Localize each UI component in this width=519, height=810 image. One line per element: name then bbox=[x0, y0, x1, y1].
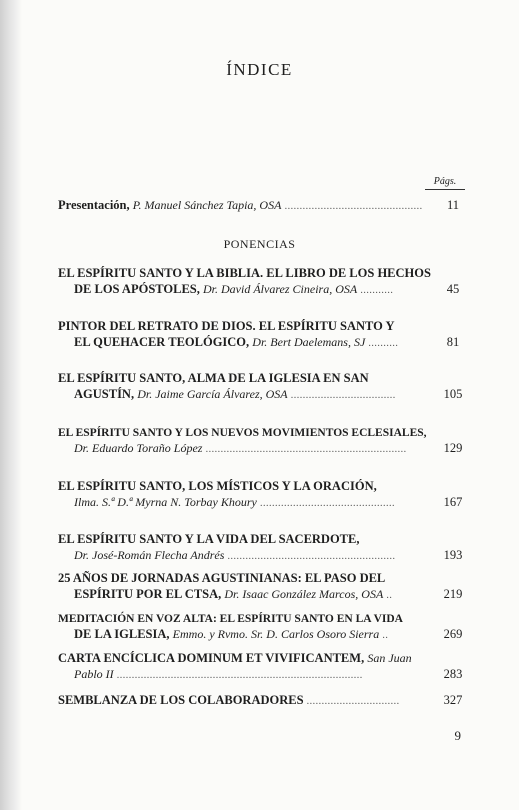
toc-entry[interactable] bbox=[58, 650, 468, 682]
page-gutter-shadow bbox=[0, 0, 22, 810]
toc-entry-page: 129 bbox=[443, 441, 463, 455]
leader-dots: ................................................................... bbox=[205, 444, 407, 455]
toc-entry-title-cont: ESPÍRITU POR EL CTSA, bbox=[74, 587, 222, 601]
toc-entry[interactable] bbox=[58, 531, 468, 563]
toc-entry-title-cont: AGUSTÍN, bbox=[74, 387, 135, 401]
toc-entry[interactable] bbox=[58, 570, 468, 602]
toc-entry-title-cont: DE LOS APÓSTOLES, bbox=[74, 282, 200, 296]
section-heading: PONENCIAS bbox=[223, 237, 296, 251]
leader-dots: ........................................................ bbox=[227, 551, 396, 562]
toc-entry-title: Presentación, bbox=[58, 198, 130, 212]
toc-entry-page: 269 bbox=[443, 627, 463, 641]
toc-entry-page: 327 bbox=[443, 693, 463, 707]
toc-entry-page: 167 bbox=[443, 495, 463, 509]
toc-entry-page: 219 bbox=[443, 587, 463, 601]
toc-entry-author: P. Manuel Sánchez Tapia, OSA bbox=[132, 198, 282, 212]
toc-entry-author: Dr. David Álvarez Cineira, OSA bbox=[203, 282, 358, 296]
toc-entry-page: 193 bbox=[443, 548, 463, 562]
toc-entry[interactable] bbox=[58, 318, 468, 350]
toc-entry-page: 81 bbox=[446, 335, 460, 349]
toc-entry-title: 25 AÑOS DE JORNADAS AGUSTINIANAS: EL PASO DEL bbox=[58, 571, 386, 585]
pages-column-label: Págs. bbox=[425, 176, 465, 190]
toc-entry-page: 45 bbox=[446, 282, 460, 296]
toc-entry-title: EL ESPÍRITU SANTO Y LA VIDA DEL SACERDOTE, bbox=[58, 532, 360, 546]
toc-entry-title: MEDITACIÓN EN VOZ ALTA: EL ESPÍRITU SANTO EN LA VIDA bbox=[58, 613, 403, 625]
toc-entry-page: 283 bbox=[443, 667, 463, 681]
toc-entry-title: SEMBLANZA DE LOS COLABORADORES bbox=[58, 693, 304, 707]
toc-entry[interactable] bbox=[58, 610, 468, 642]
toc-entry-author: Emmo. y Rvmo. Sr. D. Carlos Osoro Sierra bbox=[172, 627, 380, 641]
toc-entry-title: CARTA ENCÍCLICA DOMINUM ET VIVIFICANTEM, bbox=[58, 651, 365, 665]
toc-entry-author: Dr. Bert Daelemans, SJ bbox=[252, 335, 366, 349]
toc-entry[interactable] bbox=[58, 370, 468, 402]
toc-entry-title: EL ESPÍRITU SANTO, ALMA DE LA IGLESIA EN SAN bbox=[58, 371, 369, 385]
toc-entry[interactable] bbox=[58, 424, 468, 456]
page-title: ÍNDICE bbox=[226, 60, 293, 79]
toc-entry-author: Ilma. S.ª D.ª Myrna N. Torbay Khoury bbox=[74, 495, 257, 509]
leader-dots: .................................................................................. bbox=[116, 670, 363, 681]
toc-entry-author: San Juan bbox=[367, 651, 412, 665]
toc-entry-page: 105 bbox=[443, 387, 463, 401]
leader-dots: ............................................. bbox=[259, 498, 395, 509]
toc-entry-author: Dr. Jaime García Álvarez, OSA bbox=[137, 387, 288, 401]
toc-entry[interactable] bbox=[58, 692, 468, 708]
toc-entry-title: EL ESPÍRITU SANTO, LOS MÍSTICOS Y LA ORACIÓN, bbox=[58, 479, 377, 493]
toc-entry-presentation[interactable] bbox=[58, 197, 468, 213]
toc-entry-page: 11 bbox=[446, 198, 460, 212]
toc-entry-title-cont: DE LA IGLESIA, bbox=[74, 627, 170, 641]
toc-entry-title: PINTOR DEL RETRATO DE DIOS. EL ESPÍRITU SANTO Y bbox=[58, 319, 395, 333]
page-number: 9 bbox=[454, 728, 461, 743]
toc-entry-author: Dr. Eduardo Toraño López bbox=[74, 441, 203, 455]
toc-entry-author: Dr. José-Román Flecha Andrés bbox=[74, 548, 225, 562]
leader-dots: .............................................. bbox=[284, 201, 423, 212]
leader-dots: ........... bbox=[360, 285, 394, 296]
toc-entry[interactable] bbox=[58, 478, 468, 510]
leader-dots: ............................... bbox=[306, 696, 400, 707]
toc-entry-title: EL ESPÍRITU SANTO Y LOS NUEVOS MOVIMIENTOS ECLESIALES, bbox=[58, 427, 427, 439]
toc-entry-title: EL ESPÍRITU SANTO Y LA BIBLIA. EL LIBRO DE LOS HECHOS bbox=[58, 266, 431, 280]
toc-entry[interactable] bbox=[58, 265, 468, 297]
leader-dots: .. bbox=[386, 590, 393, 601]
leader-dots: .......... bbox=[368, 338, 399, 349]
toc-entry-author-cont: Pablo II bbox=[74, 667, 114, 681]
toc-entry-author: Dr. Isaac González Marcos, OSA bbox=[224, 587, 384, 601]
toc-entry-title-cont: EL QUEHACER TEOLÓGICO, bbox=[74, 335, 250, 349]
leader-dots: .. bbox=[382, 630, 389, 641]
leader-dots: ................................... bbox=[290, 390, 396, 401]
